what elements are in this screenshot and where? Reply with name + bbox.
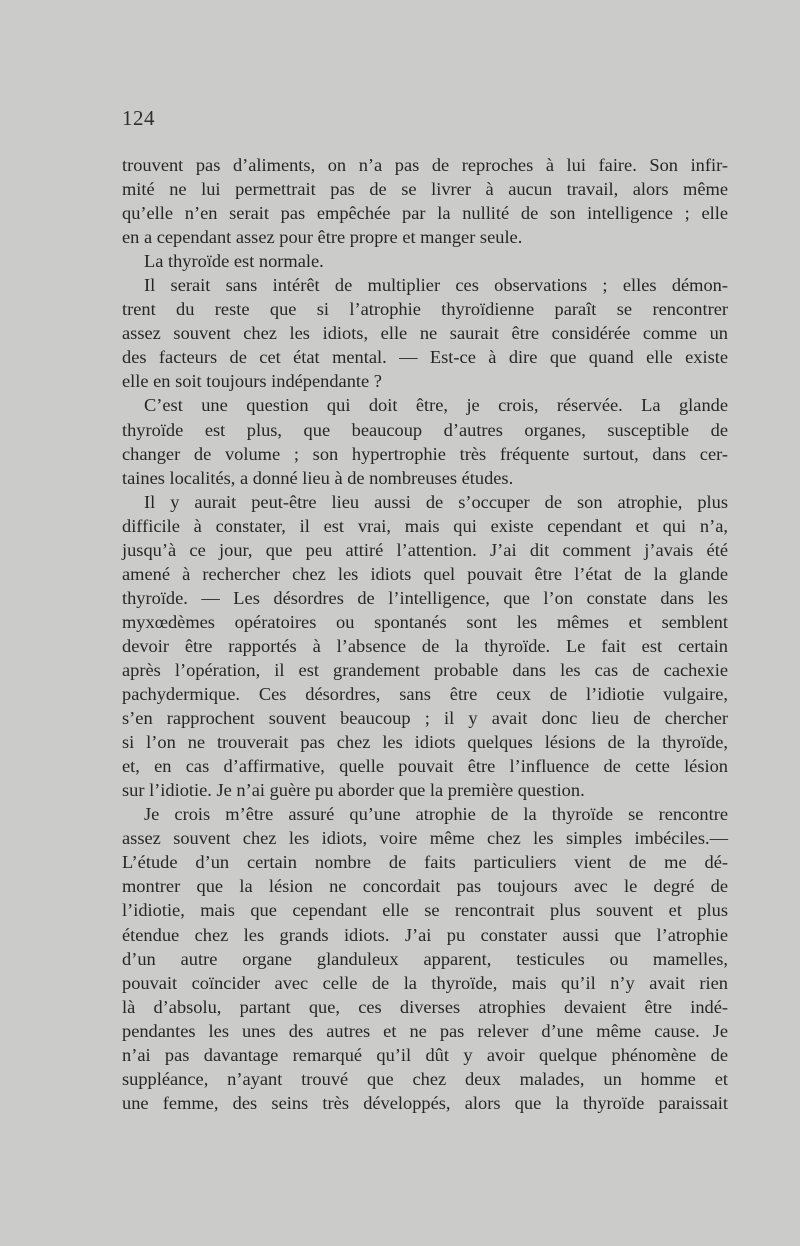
text-line: jusqu’à ce jour, que peu attiré l’attention. J’ai dit comment j’avais été [122,539,728,560]
text-line: myxœdèmes opératoires ou spontanés sont les mêmes et semblent [122,611,728,632]
text-line: s’en rapprochent souvent beaucoup ; il y avait donc lieu de chercher [122,708,728,729]
text-line: pendantes les unes des autres et ne pas relever d’une même cause. Je [122,1020,728,1041]
text-line: difficile à constater, il est vrai, mais qui existe cependant et qui n’a, [122,515,728,536]
text-line: sur l’idiotie. Je n’ai guère pu aborder que la première question. [122,780,585,801]
text-line: assez souvent chez les idiots, voire même chez les simples imbéciles.— [122,828,728,849]
text-line: La thyroïde est normale. [144,251,324,272]
text-line: thyroïde est plus, que beaucoup d’autres organes, susceptible de [122,419,728,440]
text-line: Je crois m’être assuré qu’une atrophie de la thyroïde se rencontre [144,804,728,825]
text-line: changer de volume ; son hypertrophie très fréquente surtout, dans cer- [122,443,728,464]
text-line: assez souvent chez les idiots, elle ne saurait être considérée comme un [122,323,728,344]
text-line: d’un autre organe glanduleux apparent, testicules ou mamelles, [122,948,728,969]
text-line: trent du reste que si l’atrophie thyroïdienne paraît se rencontrer [122,299,728,320]
text-line: pouvait coïncider avec celle de la thyroïde, mais qu’il n’y avait rien [122,972,728,993]
text-line: Il serait sans intérêt de multiplier ces observations ; elles démon- [144,275,728,296]
text-line: mité ne lui permettrait pas de se livrer à aucun travail, alors même [122,179,728,200]
text-line: l’idiotie, mais que cependant elle se rencontrait plus souvent et plus [122,900,728,921]
body-text [122,153,728,1115]
text-line: en a cependant assez pour être propre et manger seule. [122,227,523,248]
text-line: L’étude d’un certain nombre de faits particuliers vient de me dé- [122,852,728,873]
text-line: n’ai pas davantage remarqué qu’il dût y avoir quelque phénomène de [122,1044,728,1065]
page-number: 124 [122,106,155,130]
text-line: une femme, des seins très développés, alors que la thyroïde paraissait [122,1092,728,1113]
text-line: montrer que la lésion ne concordait pas toujours avec le degré de [122,876,728,897]
text-line: là d’absolu, partant que, ces diverses atrophies devaient être indé- [122,996,728,1017]
text-line: thyroïde. — Les désordres de l’intelligence, que l’on constate dans les [122,587,728,608]
text-line: suppléance, n’ayant trouvé que chez deux malades, un homme et [122,1068,728,1089]
text-line: taines localités, a donné lieu à de nombreuses études. [122,467,514,488]
text-line: étendue chez les grands idiots. J’ai pu constater aussi que l’atrophie [122,924,728,945]
text-line: si l’on ne trouverait pas chez les idiots quelques lésions de la thyroïde, [122,732,728,753]
text-line: après l’opération, il est grandement probable dans les cas de cachexie [122,659,728,680]
text-line: devoir être rapportés à l’absence de la thyroïde. Le fait est certain [122,635,728,656]
text-line: qu’elle n’en serait pas empêchée par la nullité de son intelligence ; elle [122,203,728,224]
text-line: Il y aurait peut-être lieu aussi de s’occuper de son atrophie, plus [144,491,728,512]
text-line: pachydermique. Ces désordres, sans être ceux de l’idiotie vulgaire, [122,684,728,705]
text-line: C’est une question qui doit être, je crois, réservée. La glande [144,395,728,416]
text-line: trouvent pas d’aliments, on n’a pas de reproches à lui faire. Son infir- [122,155,728,175]
text-line: elle en soit toujours indépendante ? [122,371,382,392]
text-line: amené à rechercher chez les idiots quel pouvait être l’état de la glande [122,563,728,584]
text-line: et, en cas d’affirmative, quelle pouvait être l’influence de cette lésion [122,756,728,777]
text-line: des facteurs de cet état mental. — Est-ce à dire que quand elle existe [122,347,728,368]
